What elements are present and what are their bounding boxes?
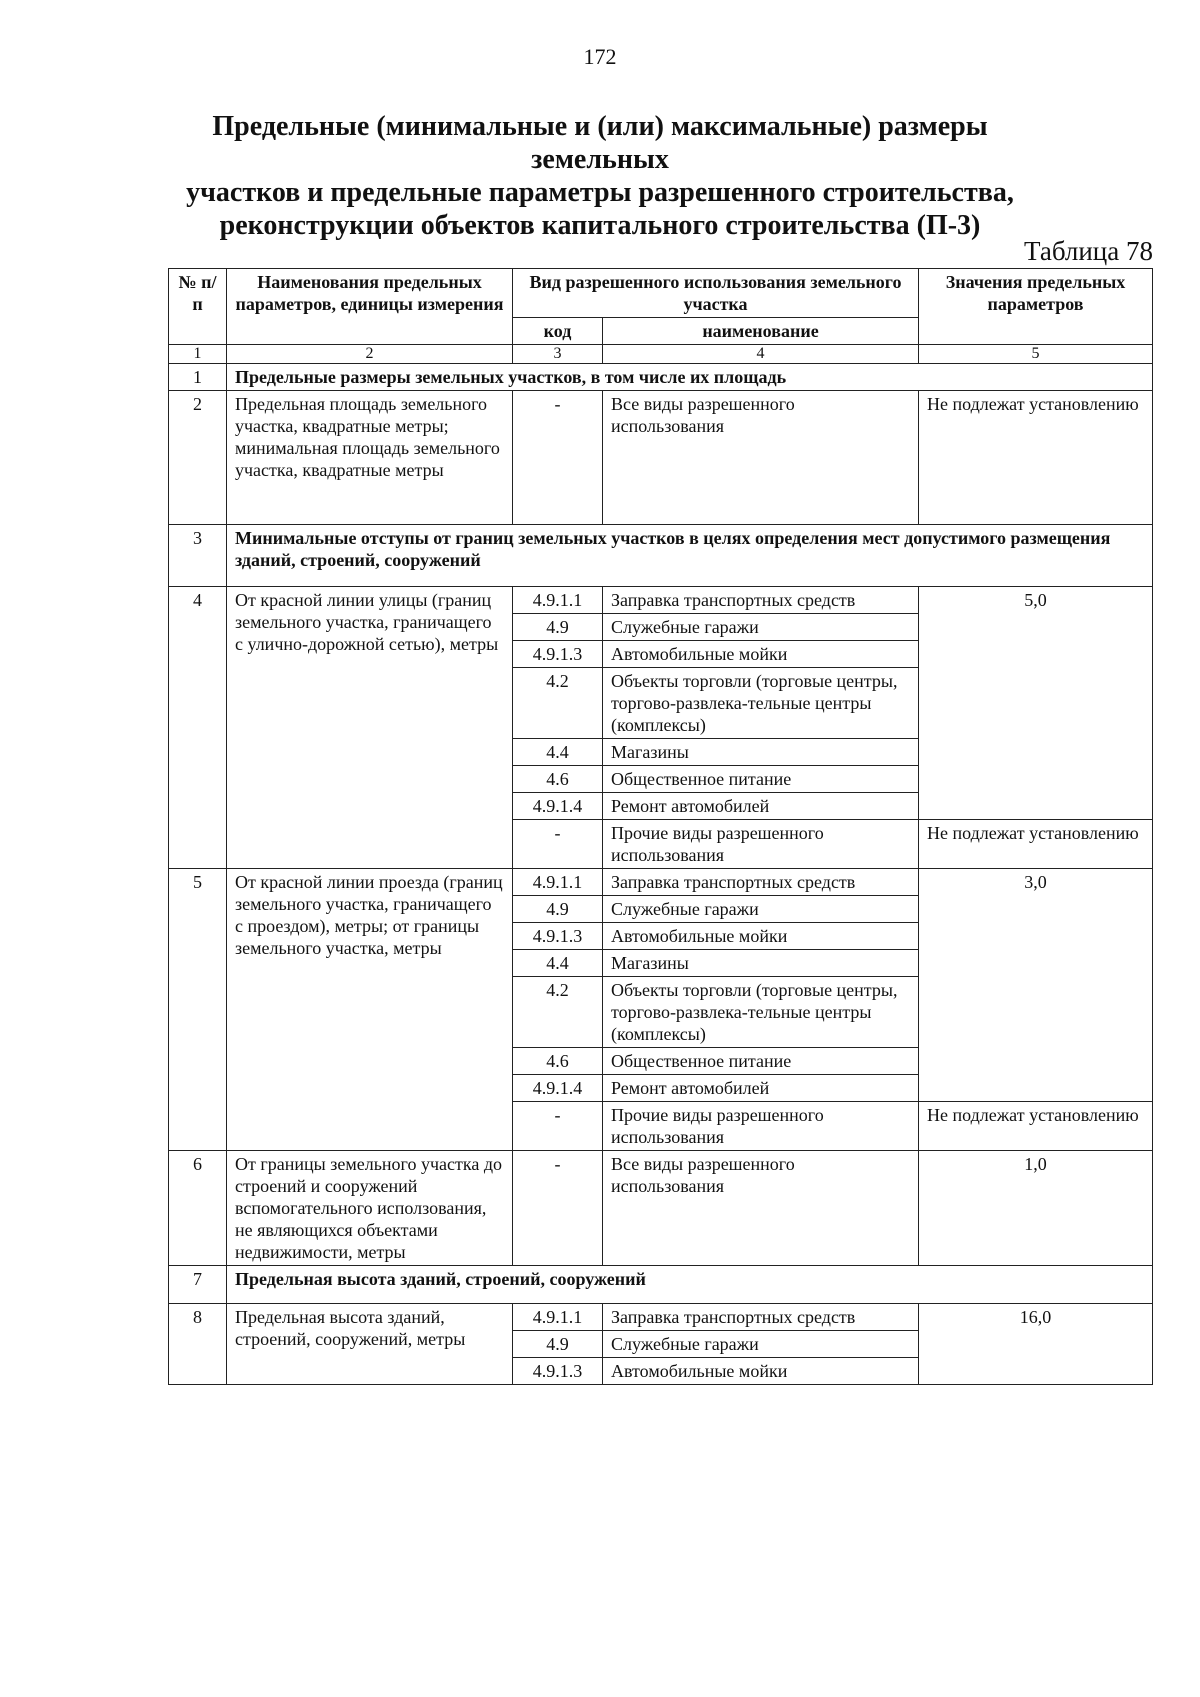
header-values: Значения предельных параметров — [919, 269, 1153, 345]
use-code: 4.9.1.1 — [513, 587, 603, 614]
use-code: 4.9.1.3 — [513, 1358, 603, 1385]
header-use-type: Вид разрешенного использования земельного участка — [513, 269, 919, 318]
table-row — [169, 525, 1153, 587]
table-label: Таблица 78 — [1024, 236, 1153, 266]
row-num: 7 — [169, 1266, 227, 1304]
row-num: 5 — [169, 869, 227, 1151]
use-code: 4.9.1.1 — [513, 869, 603, 896]
header-code: код — [513, 318, 603, 345]
row-num: 6 — [169, 1151, 227, 1266]
param-name: От красной линии улицы (границ земельного участка, граничащего с улично-дорожной сетью), метры — [227, 587, 513, 869]
column-index: 1 — [169, 345, 227, 364]
param-value: Не подлежат установлению — [919, 1102, 1153, 1151]
table-row — [169, 869, 1153, 896]
use-name: Магазины — [603, 950, 919, 977]
use-name: Заправка транспортных средств — [603, 869, 919, 896]
use-name: Заправка транспортных средств — [603, 1304, 919, 1331]
use-code: - — [513, 391, 603, 525]
use-code: 4.6 — [513, 766, 603, 793]
use-name: Общественное питание — [603, 1048, 919, 1075]
table-row — [169, 1304, 1153, 1331]
use-name: Все виды разрешенного использования — [603, 1151, 919, 1266]
param-name: Предельная площадь земельного участка, квадратные метры; минимальная площадь земельного участка, квадратные метры — [227, 391, 513, 525]
use-code: - — [513, 1102, 603, 1151]
param-name: От границы земельного участка до строений и сооружений вспомогательного исползования, не являющихся объектами недвижимости, метры — [227, 1151, 513, 1266]
use-code: 4.9.1.1 — [513, 1304, 603, 1331]
page-title — [150, 110, 1050, 242]
use-code: 4.9 — [513, 896, 603, 923]
use-name: Ремонт автомобилей — [603, 793, 919, 820]
use-name: Прочие виды разрешенного использования — [603, 1102, 919, 1151]
title-line: участков и предельные параметры разрешенного строительства, — [186, 177, 1014, 208]
column-index: 2 — [227, 345, 513, 364]
use-code: 4.9 — [513, 614, 603, 641]
use-code: 4.9 — [513, 1331, 603, 1358]
table-row — [169, 1266, 1153, 1304]
use-name: Служебные гаражи — [603, 614, 919, 641]
use-name: Магазины — [603, 739, 919, 766]
use-code: - — [513, 1151, 603, 1266]
table-row — [169, 1151, 1153, 1266]
use-code: 4.9.1.3 — [513, 641, 603, 668]
section-heading: Минимальные отступы от границ земельных участков в целях определения мест допустимого размещения зданий, строений, сооружений — [227, 525, 1153, 587]
column-index: 5 — [919, 345, 1153, 364]
param-value: 16,0 — [919, 1304, 1153, 1385]
use-code: 4.9.1.4 — [513, 793, 603, 820]
table-row — [169, 391, 1153, 525]
column-index: 3 — [513, 345, 603, 364]
use-code: 4.2 — [513, 668, 603, 739]
use-name: Заправка транспортных средств — [603, 587, 919, 614]
row-num: 3 — [169, 525, 227, 587]
use-name: Служебные гаражи — [603, 896, 919, 923]
use-name: Автомобильные мойки — [603, 923, 919, 950]
use-code: 4.4 — [513, 739, 603, 766]
column-index: 4 — [603, 345, 919, 364]
table-row — [169, 587, 1153, 614]
row-num: 2 — [169, 391, 227, 525]
use-name: Автомобильные мойки — [603, 641, 919, 668]
page-number: 172 — [583, 44, 617, 69]
title-line: Предельные (минимальные и (или) максимальные) размеры земельных — [212, 111, 988, 175]
param-value: 1,0 — [919, 1151, 1153, 1266]
use-name: Ремонт автомобилей — [603, 1075, 919, 1102]
header-num: № п/п — [169, 269, 227, 345]
use-name: Объекты торговли (торговые центры, торгово-развлека-тельные центры (комплексы) — [603, 977, 919, 1048]
param-name: От красной линии проезда (границ земельного участка, граничащего с проездом), метры; от границы земельного участка, метры — [227, 869, 513, 1151]
row-num: 8 — [169, 1304, 227, 1385]
header-name: наименование — [603, 318, 919, 345]
use-name: Прочие виды разрешенного использования — [603, 820, 919, 869]
param-value: Не подлежат установлению — [919, 820, 1153, 869]
param-value: 5,0 — [919, 587, 1153, 820]
row-num: 4 — [169, 587, 227, 869]
use-code: 4.2 — [513, 977, 603, 1048]
row-num: 1 — [169, 364, 227, 391]
use-code: 4.6 — [513, 1048, 603, 1075]
use-code: 4.9.1.3 — [513, 923, 603, 950]
header-param-name: Наименования предельных параметров, единицы измерения — [227, 269, 513, 345]
param-value: 3,0 — [919, 869, 1153, 1102]
use-name: Автомобильные мойки — [603, 1358, 919, 1385]
section-heading: Предельные размеры земельных участков, в том числе их площадь — [227, 364, 1153, 391]
use-code: 4.4 — [513, 950, 603, 977]
param-value: Не подлежат установлению — [919, 391, 1153, 525]
table-row — [169, 364, 1153, 391]
use-code: - — [513, 820, 603, 869]
use-name: Служебные гаражи — [603, 1331, 919, 1358]
use-name: Объекты торговли (торговые центры, торгово-развлека-тельные центры (комплексы) — [603, 668, 919, 739]
section-heading: Предельная высота зданий, строений, сооружений — [227, 1266, 1153, 1304]
use-code: 4.9.1.4 — [513, 1075, 603, 1102]
param-name: Предельная высота зданий, строений, сооружений, метры — [227, 1304, 513, 1385]
use-name: Все виды разрешенного использования — [603, 391, 919, 525]
use-name: Общественное питание — [603, 766, 919, 793]
limits-table — [168, 268, 1153, 1385]
title-line: реконструкции объектов капитального строительства (П-3) — [219, 210, 981, 241]
